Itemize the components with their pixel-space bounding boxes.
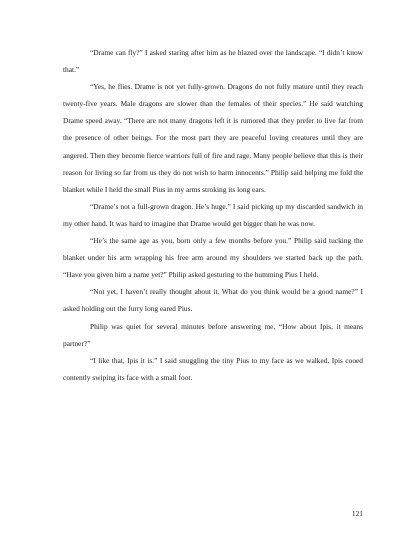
- paragraph: “Not yet, I haven’t really thought about it. What do you think would be a good name?” I asked holding out the furry long eared Pius.: [63, 287, 363, 314]
- paragraph: “Yes, he flies. Drame is not yet fully-grown. Dragons do not fully mature until they reach twenty-five years. Male dragons are slower than the females of their species.” He said watching Drame speed away. “There are not many dragons left it is rumored that they prefer to live far from the presence of other beings. For the most part they are peaceful loving creatures until they are angered. Then they become fierce warriors full of fire and rage. Many people believe that this is their reason for living so far from us they do not wish to harm innocents.” Philip said helping me fold the blanket while I held the small Pius in my arms stroking its long ears.: [63, 82, 363, 194]
- paragraph: “I like that, Ipis it is.” I said snuggling the tiny Pius to my face as we walked. Ipis cooed contently swiping its face with a small foot.: [63, 355, 363, 382]
- paragraph: Philip was quiet for several minutes before answering me, “How about Ipis, it means partner?”: [63, 321, 363, 348]
- paragraph: “Drame can fly?” I asked staring after him as he blazed over the landscape. “I didn’t know that.”: [63, 48, 363, 75]
- paragraph: “He’s the same age as you, born only a few months before you.” Philip said tucking the blanket under his arm wrapping his free arm around my shoulders we started back up the path. “Have you given him a name yet?” Philip asked gesturing to the humming Pius I held.: [63, 236, 363, 280]
- body-text: [63, 44, 363, 386]
- paragraph: “Drame’s not a full-grown dragon. He’s huge.” I said picking up my discarded sandwich in my other hand. It was hard to imagine that Drame would get bigger than he was now.: [63, 201, 363, 228]
- page-number: 121: [351, 509, 363, 518]
